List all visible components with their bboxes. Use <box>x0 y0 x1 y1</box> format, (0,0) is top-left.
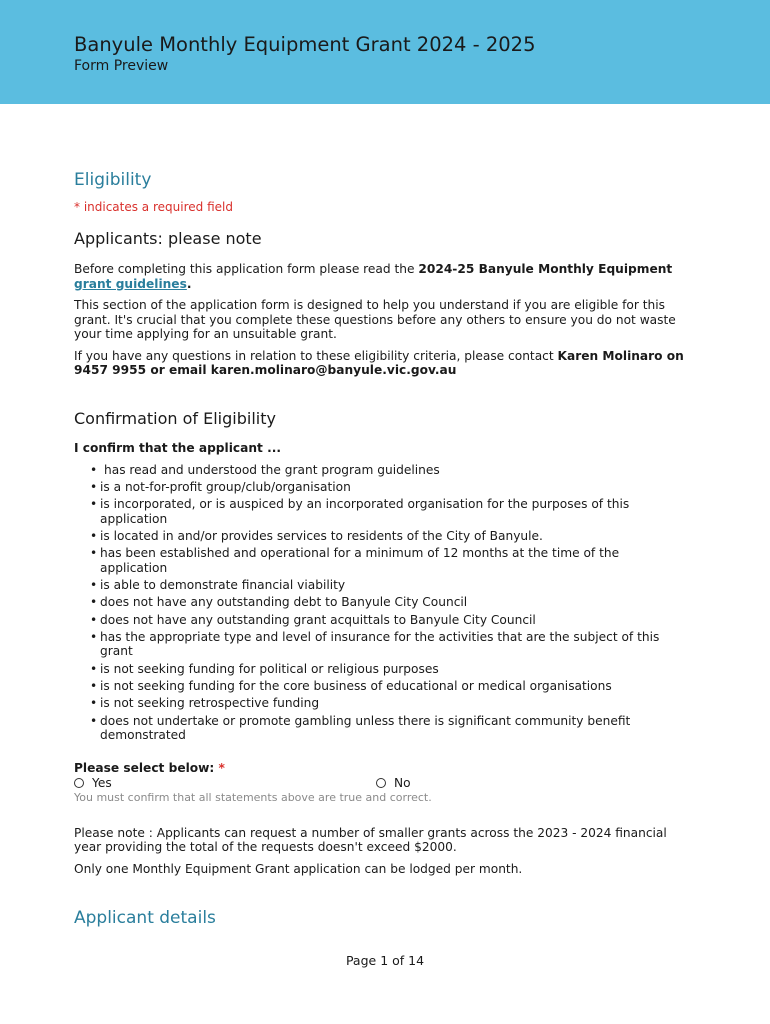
applicant-details-heading: Applicant details <box>74 908 216 929</box>
bullet-icon: • <box>90 612 98 627</box>
bullet-icon: • <box>90 678 98 693</box>
form-title: Banyule Monthly Equipment Grant 2024 - 2025 <box>74 33 536 56</box>
criteria-item: • does not have any outstanding debt to Banyule City Council <box>90 595 468 610</box>
criteria-item: • is incorporated, or is auspiced by an incorporated organisation for the purposes of this application <box>90 497 630 526</box>
grant-limit-note: Please note : Applicants can request a number of smaller grants across the 2023 - 2024 financial year providing the total of the requests doesn't exceed $2000. <box>74 825 667 855</box>
criteria-item: • is not seeking retrospective funding <box>90 696 320 711</box>
confirm-hint: You must confirm that all statements above are true and correct. <box>74 790 432 804</box>
bullet-icon: • <box>90 696 98 711</box>
criteria-item: • has read and understood the grant program guidelines <box>90 462 440 477</box>
criteria-item: • does not have any outstanding grant acquittals to Banyule City Council <box>90 612 536 627</box>
bullet-icon: • <box>90 462 98 477</box>
one-application-note: Only one Monthly Equipment Grant application can be lodged per month. <box>74 861 523 876</box>
bullet-icon: • <box>90 528 98 543</box>
criteria-item: • is able to demonstrate financial viability <box>90 577 346 592</box>
grant-guidelines-link[interactable]: grant guidelines <box>74 276 187 291</box>
guidelines-paragraph: Before completing this application form please read the 2024-25 Banyule Monthly Equipment grant guidelines. <box>74 262 673 291</box>
bullet-icon: • <box>90 546 98 561</box>
form-subtitle: Form Preview <box>74 58 169 74</box>
required-marker: * <box>218 760 225 775</box>
bullet-icon: • <box>90 595 98 610</box>
confirmation-radio-group <box>74 776 684 791</box>
criteria-item: • has the appropriate type and level of insurance for the activities that are the subject of this grant <box>90 629 660 659</box>
required-field-note: * indicates a required field <box>74 200 233 214</box>
bullet-icon: • <box>90 629 98 644</box>
bullet-icon: • <box>90 479 98 494</box>
eligibility-purpose-paragraph: This section of the application form is designed to help you understand if you are eligible for this grant. It's crucial that you complete these questions before any others to ensure you do not waste your time applying for an unsuitable grant. <box>74 298 676 341</box>
confirmation-heading: Confirmation of Eligibility <box>74 408 276 428</box>
eligibility-heading: Eligibility <box>74 170 152 190</box>
bullet-icon: • <box>90 577 98 592</box>
form-header <box>0 0 770 104</box>
criteria-item: • is located in and/or provides services to residents of the City of Banyule. <box>90 528 543 543</box>
criteria-item: • does not undertake or promote gambling unless there is significant community benefit demonstrated <box>90 713 631 743</box>
criteria-item: • is not seeking funding for political or religious purposes <box>90 661 439 676</box>
criteria-item: • has been established and operational for a minimum of 12 months at the time of the application <box>90 546 620 575</box>
bullet-icon: • <box>90 661 98 676</box>
criteria-item: • is not seeking funding for the core business of educational or medical organisations <box>90 678 612 693</box>
bullet-icon: • <box>90 497 98 512</box>
form-content <box>74 170 684 928</box>
criteria-item: • is a not-for-profit group/club/organisation <box>90 479 351 494</box>
confirm-lead: I confirm that the applicant ... <box>74 440 281 455</box>
radio-no[interactable]: No <box>376 776 411 790</box>
criteria-list <box>90 463 690 743</box>
bullet-icon: • <box>90 713 98 728</box>
contact-paragraph: If you have any questions in relation to these eligibility criteria, please contact Karen Molinaro on 9457 9955 or email karen.molinaro@banyule.vic.gov.au <box>74 348 684 377</box>
radio-yes[interactable]: Yes <box>74 776 112 790</box>
page-number: Page 1 of 14 <box>345 953 425 968</box>
radio-circle-icon[interactable] <box>376 778 386 788</box>
select-label: Please select below: * <box>74 760 225 775</box>
applicants-note-heading: Applicants: please note <box>74 229 262 248</box>
radio-circle-icon[interactable] <box>74 778 84 788</box>
